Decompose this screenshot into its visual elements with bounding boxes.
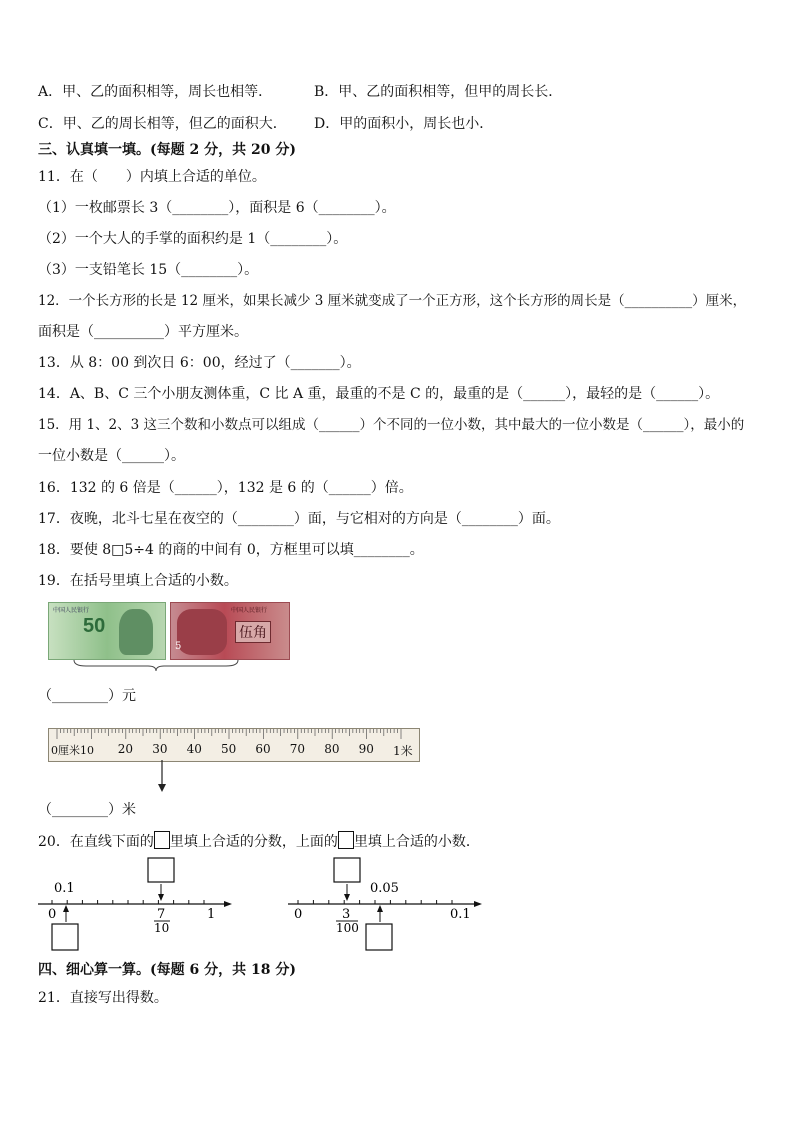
ruler-label: 60 bbox=[255, 742, 271, 756]
ruler-ticks bbox=[49, 729, 419, 743]
left-frac-den: 10 bbox=[154, 921, 170, 935]
q20-text bbox=[38, 831, 480, 852]
right-frac-num: 3 bbox=[342, 907, 351, 922]
q14-text: 14．A、B、C 三个小朋友测体重，C 比 A 重，最重的不是 C 的，最重的是（______），最轻的是（______）。 bbox=[38, 386, 720, 402]
answer-box-bottom-left bbox=[52, 924, 78, 950]
q15-line1: 15．用 1、2、3 这三个数和小数点可以组成（______）个不同的一位小数，其中最大的一位小数是（______），最小的 bbox=[38, 417, 745, 433]
right-frac-den: 100 bbox=[336, 921, 359, 935]
answer-box-top-right bbox=[334, 858, 360, 882]
ruler-label: 0厘米10 bbox=[51, 744, 94, 757]
left-top-label: 0.1 bbox=[54, 881, 75, 896]
answer-box-top-left bbox=[148, 858, 174, 882]
option-b: B．甲、乙的面积相等，但甲的周长长． bbox=[314, 84, 563, 100]
option-c: C．甲、乙的周长相等，但乙的面积大． bbox=[38, 116, 287, 132]
left-one: 1 bbox=[207, 907, 216, 922]
figures-icon bbox=[177, 609, 227, 655]
right-end: 0.1 bbox=[450, 907, 471, 922]
option-a: A．甲、乙的面积相等，周长也相等． bbox=[38, 84, 273, 100]
banknote-5-jiao bbox=[170, 602, 290, 660]
number-line-right bbox=[286, 856, 486, 952]
q17-text: 17．夜晚，北斗七星在夜空的（________）面，与它相对的方向是（________）面。 bbox=[38, 511, 560, 527]
ruler-labels bbox=[49, 742, 419, 760]
ruler-pointer-arrow bbox=[156, 760, 168, 794]
number-line-left bbox=[36, 856, 236, 952]
answer-box-icon bbox=[154, 831, 170, 849]
right-top-label: 0.05 bbox=[370, 881, 399, 896]
option-d: D．甲的面积小，周长也小． bbox=[314, 116, 494, 132]
q12-line2: 面积是（__________）平方厘米。 bbox=[38, 324, 248, 340]
ruler-label: 30 bbox=[152, 742, 168, 756]
q11-stem: 11．在（ ）内填上合适的单位。 bbox=[38, 169, 266, 185]
meter-ruler bbox=[48, 728, 420, 762]
ruler-label: 90 bbox=[358, 742, 374, 756]
section-4-title: 四、细心算一算。(每题 6 分，共 18 分) bbox=[38, 962, 296, 978]
answer-box-icon bbox=[338, 831, 354, 849]
q16-text: 16．132 的 6 倍是（______），132 是 6 的（______）倍。 bbox=[38, 480, 413, 496]
q15-line2: 一位小数是（______）。 bbox=[38, 448, 185, 464]
portrait-icon bbox=[119, 609, 153, 655]
q13-text: 13．从 8：00 到次日 6：00，经过了（_______）。 bbox=[38, 355, 361, 371]
q11-part3: （3）一支铅笔长 15（________）。 bbox=[38, 262, 259, 278]
left-frac-num: 7 bbox=[157, 907, 166, 922]
ruler-label: 40 bbox=[186, 742, 202, 756]
banknote-50-yuan bbox=[48, 602, 166, 660]
q12-line1: 12．一个长方形的长是 12 厘米，如果长减少 3 厘米就变成了一个正方形，这个长方形的周长是（__________）厘米， bbox=[38, 293, 747, 309]
q11-part2: （2）一个大人的手掌的面积约是 1（________）。 bbox=[38, 231, 348, 247]
ruler-label: 80 bbox=[324, 742, 340, 756]
banknote-50-value: 50 bbox=[83, 615, 106, 637]
banknote-5-issuer: 中国人民银行 bbox=[231, 607, 268, 614]
ruler-label: 20 bbox=[117, 742, 134, 756]
q21-text: 21．直接写出得数。 bbox=[38, 990, 168, 1006]
ruler-label: 70 bbox=[289, 742, 306, 756]
q18-text: 18．要使 8□5÷4 的商的中间有 0，方框里可以填________。 bbox=[38, 542, 424, 558]
banknote-5-digit: 5 bbox=[175, 641, 182, 652]
q19-answer-yuan: （________）元 bbox=[38, 688, 136, 704]
ruler-label: 1米 bbox=[393, 744, 413, 758]
q20-middle: 里填上合适的分数，上面的 bbox=[169, 834, 338, 850]
banknote-50-issuer: 中国人民银行 bbox=[53, 607, 90, 614]
q20-suffix: 里填上合适的小数． bbox=[353, 834, 480, 850]
ruler-label: 50 bbox=[221, 742, 237, 756]
right-zero: 0 bbox=[294, 907, 303, 922]
q11-part1: （1）一枚邮票长 3（________），面积是 6（________）。 bbox=[38, 200, 396, 216]
left-zero: 0 bbox=[48, 907, 57, 922]
q20-prefix: 20．在直线下面的 bbox=[38, 834, 154, 850]
banknote-5-center: 伍角 bbox=[235, 621, 271, 643]
q19-answer-mi: （________）米 bbox=[38, 802, 136, 818]
brace-under-notes bbox=[72, 658, 240, 672]
answer-box-bottom-right bbox=[366, 924, 392, 950]
section-3-title: 三、认真填一填。(每题 2 分，共 20 分) bbox=[38, 142, 296, 158]
q19-text: 19．在括号里填上合适的小数。 bbox=[38, 573, 238, 589]
